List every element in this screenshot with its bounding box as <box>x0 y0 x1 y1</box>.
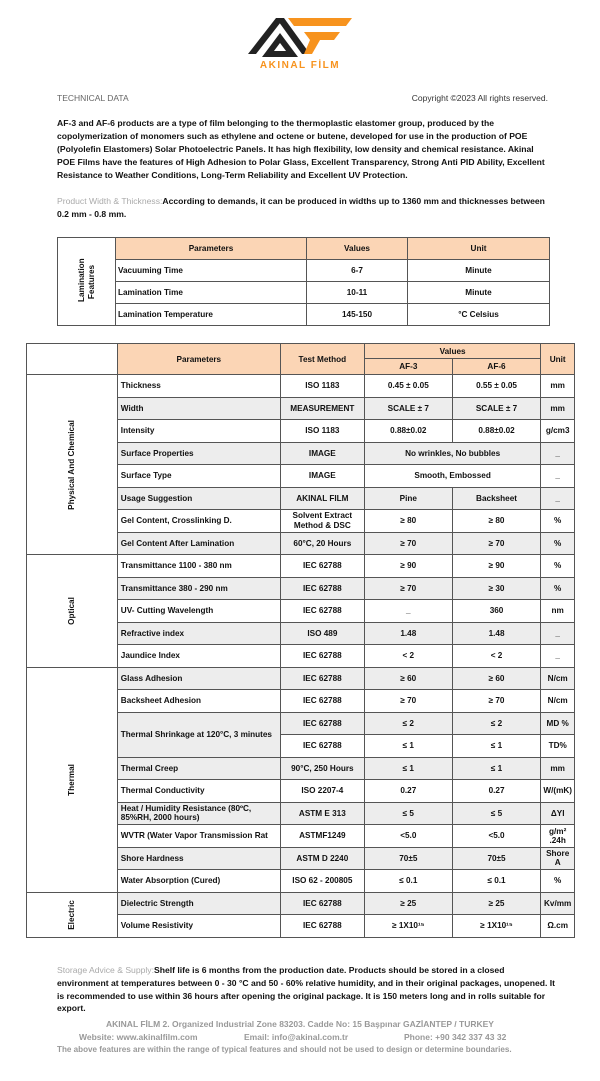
param-cell: Transmittance 380 - 290 nm <box>117 577 280 600</box>
af3-cell: <5.0 <box>364 825 452 848</box>
footer-disclaimer: The above features are within the range of typical features and should not be used to design or determine boundaries. <box>57 1045 512 1054</box>
af3-cell: 0.88±0.02 <box>364 420 452 443</box>
param-cell: Thickness <box>117 375 280 398</box>
lam-unit: Minute <box>408 260 550 282</box>
param-cell: Surface Type <box>117 465 280 488</box>
unit-cell: MD % <box>541 712 575 735</box>
lam-header-params: Parameters <box>116 238 307 260</box>
param-cell: WVTR (Water Vapor Transmission Rat <box>117 825 280 848</box>
unit-cell: N/cm <box>541 690 575 713</box>
af6-cell: ≥ 80 <box>452 510 541 533</box>
param-cell: Dielectric Strength <box>117 892 280 915</box>
unit-cell: _ <box>541 645 575 668</box>
param-cell: UV- Cutting Wavelength <box>117 600 280 623</box>
af3-cell: ≤ 0.1 <box>364 870 452 893</box>
lam-header-values: Values <box>307 238 408 260</box>
af3-cell: ≤ 2 <box>364 712 452 735</box>
product-width-paragraph <box>57 195 547 221</box>
table-row <box>58 260 550 282</box>
unit-cell: mm <box>541 757 575 780</box>
table-row <box>27 667 575 690</box>
group-optical: Optical <box>27 555 118 668</box>
unit-cell: N/cm <box>541 667 575 690</box>
header-method: Test Method <box>280 344 364 375</box>
af3-cell: ≤ 1 <box>364 757 452 780</box>
af6-cell: ≤ 0.1 <box>452 870 541 893</box>
af3-cell: SCALE ± 7 <box>364 397 452 420</box>
table-row <box>27 375 575 398</box>
unit-cell: _ <box>541 465 575 488</box>
param-cell: Heat / Humidity Resistance (80ºC, 85%RH, 2000 hours) <box>117 802 280 825</box>
unit-cell: % <box>541 577 575 600</box>
header-unit: Unit <box>541 344 575 375</box>
method-cell: AKINAL FILM <box>280 487 364 510</box>
table-row <box>58 304 550 326</box>
af3-cell: 0.27 <box>364 780 452 803</box>
param-cell: Width <box>117 397 280 420</box>
method-cell: MEASUREMENT <box>280 397 364 420</box>
unit-cell: Ω.cm <box>541 915 575 938</box>
af6-cell: 0.88±0.02 <box>452 420 541 443</box>
param-cell: Gel Content, Crosslinking D. <box>117 510 280 533</box>
method-cell: ISO 1183 <box>280 420 364 443</box>
unit-cell: ΔYI <box>541 802 575 825</box>
af3-cell: ≥ 80 <box>364 510 452 533</box>
footer-email[interactable]: Email: info@akinal.com.tr <box>244 1032 349 1042</box>
method-cell: IEC 62788 <box>280 667 364 690</box>
unit-cell: nm <box>541 600 575 623</box>
method-cell: IEC 62788 <box>280 735 364 758</box>
lamination-side-label: Lamination Features <box>58 238 116 326</box>
method-cell: ASTM D 2240 <box>280 847 364 870</box>
method-cell: IMAGE <box>280 442 364 465</box>
param-cell: Volume Resistivity <box>117 915 280 938</box>
af3-cell: ≥ 1X10¹⁵ <box>364 915 452 938</box>
af3-cell: _ <box>364 600 452 623</box>
lam-value: 145-150 <box>307 304 408 326</box>
af3-cell: ≥ 70 <box>364 532 452 555</box>
unit-cell: % <box>541 870 575 893</box>
lam-header-unit: Unit <box>408 238 550 260</box>
af6-cell: 0.55 ± 0.05 <box>452 375 541 398</box>
doc-type-label: TECHNICAL DATA <box>57 93 129 103</box>
af3-cell: 70±5 <box>364 847 452 870</box>
af3-cell: 0.45 ± 0.05 <box>364 375 452 398</box>
unit-cell: mm <box>541 375 575 398</box>
method-cell: IEC 62788 <box>280 555 364 578</box>
unit-cell: _ <box>541 442 575 465</box>
af6-cell: ≤ 2 <box>452 712 541 735</box>
group-physical: Physical And Chemical <box>27 375 118 555</box>
lam-unit: °C Celsius <box>408 304 550 326</box>
method-cell: ISO 1183 <box>280 375 364 398</box>
unit-cell: _ <box>541 622 575 645</box>
footer-address: AKINAL FİLM 2. Organized Industrial Zone 83203. Cadde No: 15 Başpınar GAZİANTEP / TURKEY <box>106 1019 494 1029</box>
af3-cell: ≥ 70 <box>364 577 452 600</box>
param-cell: Thermal Shrinkage at 120°C, 3 minutes <box>117 712 280 757</box>
af6-cell: ≥ 25 <box>452 892 541 915</box>
af3-cell: ≥ 70 <box>364 690 452 713</box>
specs-table <box>26 343 575 938</box>
method-cell: Solvent Extract Method & DSC <box>280 510 364 533</box>
af6-cell: ≥ 70 <box>452 532 541 555</box>
af6-cell: ≤ 5 <box>452 802 541 825</box>
group-thermal: Thermal <box>27 667 118 892</box>
param-cell: Thermal Conductivity <box>117 780 280 803</box>
unit-cell: % <box>541 532 575 555</box>
copyright: Copyright ©2023 All rights reserved. <box>411 93 548 103</box>
unit-cell: % <box>541 555 575 578</box>
af6-cell: < 2 <box>452 645 541 668</box>
param-cell: Jaundice Index <box>117 645 280 668</box>
af6-cell: Backsheet <box>452 487 541 510</box>
method-cell: IEC 62788 <box>280 577 364 600</box>
method-cell: IEC 62788 <box>280 892 364 915</box>
footer-phone: Phone: +90 342 337 43 32 <box>404 1032 507 1042</box>
unit-cell: Kv/mm <box>541 892 575 915</box>
af3-cell: ≤ 1 <box>364 735 452 758</box>
af6-cell: ≥ 30 <box>452 577 541 600</box>
lamination-table <box>57 237 550 326</box>
group-electric: Electric <box>27 892 118 937</box>
param-cell: Intensity <box>117 420 280 443</box>
table-row <box>27 892 575 915</box>
lam-value: 10-11 <box>307 282 408 304</box>
af6-cell: 70±5 <box>452 847 541 870</box>
af-merged-cell: No wrinkles, No bubbles <box>364 442 540 465</box>
param-cell: Water Absorption (Cured) <box>117 870 280 893</box>
method-cell: IEC 62788 <box>280 915 364 938</box>
storage-label: Storage Advice & Supply: <box>57 965 154 975</box>
af3-cell: < 2 <box>364 645 452 668</box>
method-cell: ISO 2207-4 <box>280 780 364 803</box>
unit-cell: g/m² .24h <box>541 825 575 848</box>
intro-paragraph: AF-3 and AF-6 products are a type of film belonging to the thermoplastic elastomer group, produced by the copolymerization of monomers such as ethylene and octene or butene, developed for use in the production of POE (Polyolefin Elastomers) Solar Photoelectric Panels. It has high flexibility, low density and chemical resistance. Akinal POE Films have the features of High Adhesion to Polar Glass, Excellent Transparency, Strong Anti PID Ability, Excellent Resistance to Weather Conditions, Long-Term Reliability and Excellent UV Protection. <box>57 118 545 181</box>
param-cell: Shore Hardness <box>117 847 280 870</box>
af3-cell: Pine <box>364 487 452 510</box>
lam-unit: Minute <box>408 282 550 304</box>
brand-name: AKINAL FİLM <box>259 60 341 71</box>
product-width-label: Product Width & Thickness: <box>57 196 163 206</box>
table-row <box>27 555 575 578</box>
af6-cell: 1.48 <box>452 622 541 645</box>
param-cell: Refractive index <box>117 622 280 645</box>
product-width-text: According to demands, it can be produced in widths up to 1360 mm and thicknesses between 0.2 mm - 0.8 mm. <box>57 196 545 220</box>
lam-param: Lamination Temperature <box>116 304 307 326</box>
af6-cell: 0.27 <box>452 780 541 803</box>
method-cell: ASTMF1249 <box>280 825 364 848</box>
method-cell: 90°C, 250 Hours <box>280 757 364 780</box>
param-cell: Thermal Creep <box>117 757 280 780</box>
unit-cell: % <box>541 510 575 533</box>
param-cell: Glass Adhesion <box>117 667 280 690</box>
method-cell: IEC 62788 <box>280 600 364 623</box>
lam-param: Vacuuming Time <box>116 260 307 282</box>
lam-param: Lamination Time <box>116 282 307 304</box>
af3-cell: ≥ 60 <box>364 667 452 690</box>
header-af3: AF-3 <box>364 359 452 375</box>
unit-cell: TD% <box>541 735 575 758</box>
header-af6: AF-6 <box>452 359 541 375</box>
method-cell: 60°C, 20 Hours <box>280 532 364 555</box>
method-cell: IMAGE <box>280 465 364 488</box>
af3-cell: ≤ 5 <box>364 802 452 825</box>
param-cell: Gel Content After Lamination <box>117 532 280 555</box>
af6-cell: ≥ 90 <box>452 555 541 578</box>
header-params: Parameters <box>117 344 280 375</box>
param-cell: Transmittance 1100 - 380 nm <box>117 555 280 578</box>
lam-value: 6-7 <box>307 260 408 282</box>
unit-cell: mm <box>541 397 575 420</box>
unit-cell: Shore A <box>541 847 575 870</box>
param-cell: Usage Suggestion <box>117 487 280 510</box>
af6-cell: ≥ 60 <box>452 667 541 690</box>
af3-cell: 1.48 <box>364 622 452 645</box>
footer-website[interactable]: Website: www.akinalfilm.com <box>79 1032 198 1042</box>
af6-cell: 360 <box>452 600 541 623</box>
unit-cell: W/(mK) <box>541 780 575 803</box>
af3-cell: ≥ 90 <box>364 555 452 578</box>
af6-cell: <5.0 <box>452 825 541 848</box>
af3-cell: ≥ 25 <box>364 892 452 915</box>
af6-cell: ≤ 1 <box>452 757 541 780</box>
unit-cell: _ <box>541 487 575 510</box>
af-merged-cell: Smooth, Embossed <box>364 465 540 488</box>
storage-text: Shelf life is 6 months from the production date. Products should be stored in a closed environment at temperatures between 0 - 30 °C and 50 - 60% relative humidity, and in their original packages, unopened. It is recommended to use within 36 hours after opening the original package. It is 150 meters long and in rolls suitable for export. <box>57 965 556 1014</box>
method-cell: ASTM E 313 <box>280 802 364 825</box>
param-cell: Backsheet Adhesion <box>117 690 280 713</box>
table-row <box>58 282 550 304</box>
method-cell: ISO 62 - 200805 <box>280 870 364 893</box>
header-values: Values <box>364 344 540 359</box>
storage-paragraph <box>57 964 557 1015</box>
method-cell: ISO 489 <box>280 622 364 645</box>
unit-cell: g/cm3 <box>541 420 575 443</box>
method-cell: IEC 62788 <box>280 690 364 713</box>
af6-cell: ≥ 1X10¹⁵ <box>452 915 541 938</box>
corner-cell <box>27 344 118 375</box>
param-cell: Surface Properties <box>117 442 280 465</box>
af6-cell: SCALE ± 7 <box>452 397 541 420</box>
method-cell: IEC 62788 <box>280 712 364 735</box>
af6-cell: ≤ 1 <box>452 735 541 758</box>
method-cell: IEC 62788 <box>280 645 364 668</box>
af6-cell: ≥ 70 <box>452 690 541 713</box>
